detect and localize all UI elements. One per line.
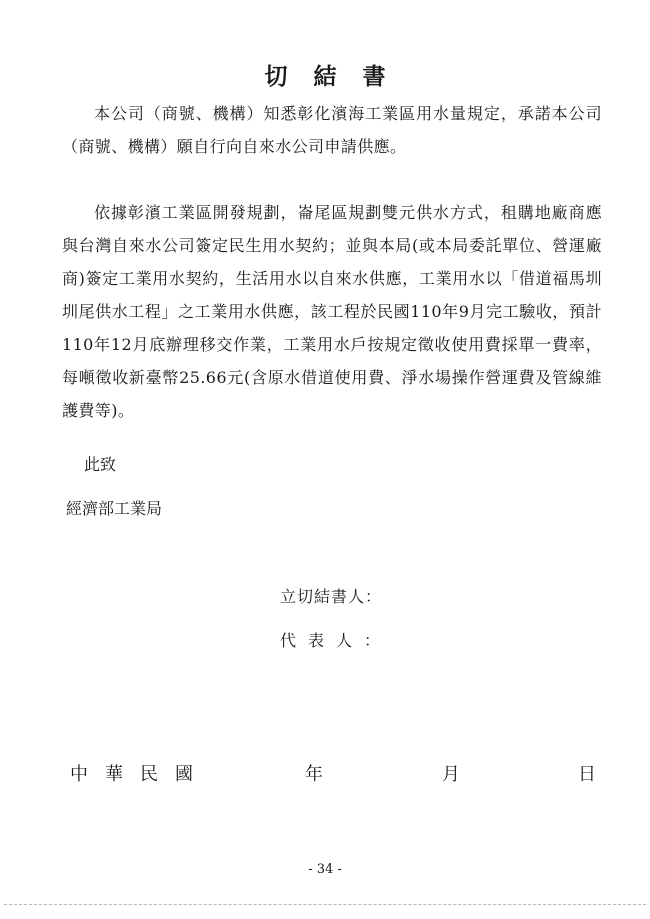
date-day-label: 日 bbox=[578, 764, 596, 785]
closing-salutation: 此致 bbox=[84, 455, 117, 474]
representative-label: 代表人： bbox=[280, 631, 393, 650]
document-title: 切結書 bbox=[264, 63, 412, 90]
date-nation-label: 中華民國 bbox=[70, 764, 210, 785]
paragraph-water-supply-terms: 依據彰濱工業區開發規劃，崙尾區規劃雙元供水方式，租購地廠商應與台灣自來水公司簽定民生用水契約；並與本局(或本局委託單位、營運廠商)簽定工業用水契約，生活用水以自來水供應，工業用水以「借道福馬圳圳尾供水工程」之工業用水供應，該工程於民國110年9月完工驗收，預計110年12月底辦理移交作業，工業用水戶按規定徵收使用費採單一費率，每噸徵收新臺幣25.66元(含原水借道使用費、淨水場操作營運費及管線維護費等)。 bbox=[62, 203, 602, 420]
date-year-label: 年 bbox=[305, 764, 323, 785]
date-month-label: 月 bbox=[442, 764, 460, 785]
paragraph-acknowledgement: 本公司（商號、機構）知悉彰化濱海工業區用水量規定，承諾本公司（商號、機構）願自行向自來水公司申請供應。 bbox=[62, 104, 602, 156]
signatory-label: 立切結書人： bbox=[280, 587, 383, 606]
recipient-name: 經濟部工業局 bbox=[66, 499, 163, 518]
page-number: - 34 - bbox=[308, 862, 342, 877]
scan-edge-divider bbox=[4, 904, 646, 905]
